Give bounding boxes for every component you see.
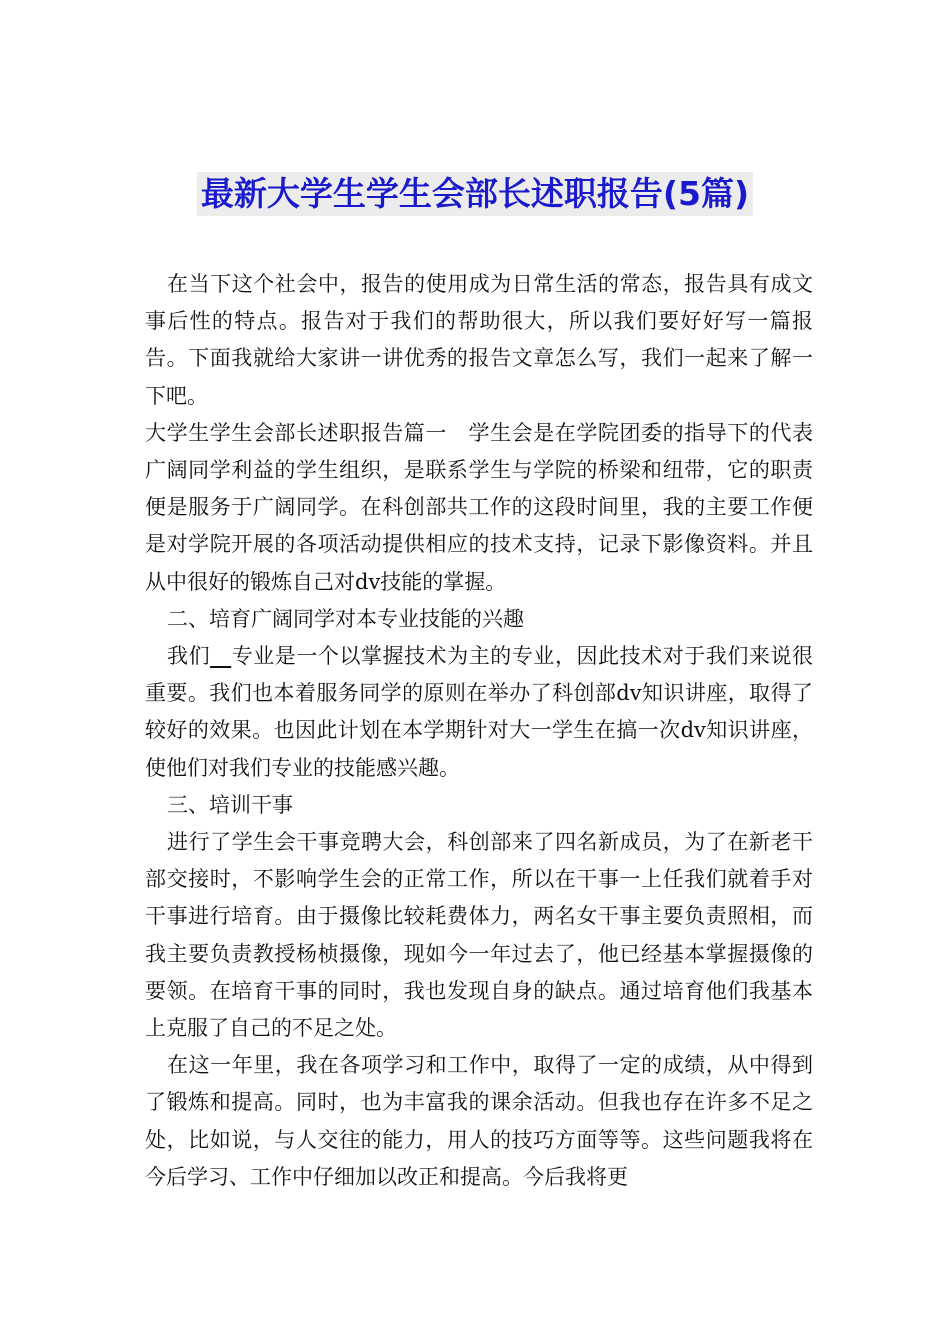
heading-section-two: 二、培育广阔同学对本专业技能的兴趣 bbox=[167, 606, 525, 631]
paragraph-section-two-text: 专业是一个以掌握技术为主的专业，因此技术对于我们来说很重要。我们也本着服务同学的原则在举办了科创部dv知识讲座，取得了较好的效果。也因此计划在本学期针对大一学生在搞一次dv知识讲座，使他们对我们专业的技能感兴趣。 bbox=[145, 644, 814, 780]
paragraph-section-three: 进行了学生会干事竞聘大会，科创部来了四名新成员，为了在新老干部交接时，不影响学生会的正常工作，所以在干事一上任我们就着手对干事进行培育。由于摄像比较耗费体力，两名女干事主要负责照相，而我主要负责教授杨桢摄像，现如今一年过去了，他已经基本掌握摄像的要领。在培育干事的同时，我也发现自身的缺点。通过培育他们我基本上克服了自己的不足之处。 bbox=[145, 830, 813, 1041]
blank-underline: __ bbox=[210, 644, 232, 669]
paragraph-summary: 在这一年里，我在各项学习和工作中，取得了一定的成绩，从中得到了锻炼和提高。同时，也为丰富我的课余活动。但我也存在许多不足之处，比如说，与人交往的能力，用人的技巧方面等等。这些问题我将在今后学习、工作中仔细加以改正和提高。今后我将更 bbox=[145, 1053, 813, 1189]
paragraph-section-two bbox=[145, 638, 813, 787]
document-body bbox=[145, 266, 813, 1196]
paragraph-prefix: 我们 bbox=[167, 644, 211, 669]
paragraph-section-one: 大学生学生会部长述职报告篇一 学生会是在学院团委的指导下的代表广阔同学利益的学生组织，是联系学生与学院的桥梁和纽带，它的职责便是服务于广阔同学。在科创部共工作的这段时间里，我的主要工作便是对学院开展的各项活动提供相应的技术支持，记录下影像资料。并且从中很好的锻炼自己对dv技能的掌握。 bbox=[145, 420, 813, 594]
document-title: 最新大学生学生会部长述职报告(5篇) bbox=[197, 172, 753, 216]
heading-section-three: 三、培训干事 bbox=[167, 792, 294, 817]
title-container bbox=[0, 172, 950, 216]
paragraph-intro: 在当下这个社会中，报告的使用成为日常生活的常态，报告具有成文事后性的特点。报告对于我们的帮助很大，所以我们要好好写一篇报告。下面我就给大家讲一讲优秀的报告文章怎么写，我们一起来了解一下吧。 bbox=[145, 272, 813, 408]
